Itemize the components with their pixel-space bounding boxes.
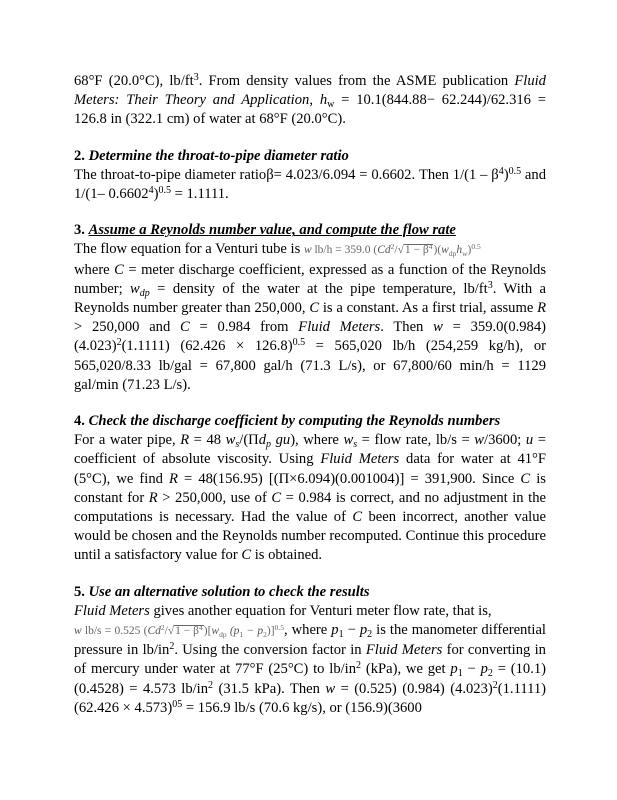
variable: C xyxy=(114,261,124,278)
superscript: 4 xyxy=(498,165,504,177)
text: = 359.0(0.984)(4.023) xyxy=(74,319,547,355)
text: = 156.9 lb/s (70.6 kg/s), or (156.9)(3600 xyxy=(182,699,422,716)
text: . Then xyxy=(380,319,434,336)
subscript: 1 xyxy=(338,629,344,641)
text: . From density values from the ASME publication xyxy=(198,73,515,89)
venturi-flow-equation: w lb/h = 359.0 $(Cd^2/√1 - \beta^4)(w_{dp}h_w)^{0.5}$ xyxy=(303,242,481,259)
publication-title: Fluid Meters xyxy=(320,451,400,468)
text: − xyxy=(462,661,481,678)
text: is constant for xyxy=(74,470,546,506)
text: for converting in of mercury under water at 77°F (25°C) to lb/in xyxy=(74,642,546,678)
variable: C xyxy=(241,547,252,564)
variable: Cd xyxy=(147,625,161,638)
text: = 48(156.95) [(Π×6.094)(0.001004)] = 391,900. Since xyxy=(177,470,521,487)
variable: w xyxy=(343,432,354,449)
publication-title: Fluid Meters xyxy=(298,319,381,336)
subscript: 2 xyxy=(487,668,493,680)
superscript: 2 xyxy=(116,337,122,349)
variable: d xyxy=(258,432,267,449)
intro-paragraph xyxy=(74,72,546,130)
superscript: 4 xyxy=(428,242,433,252)
variable: w xyxy=(433,319,443,336)
variable: u xyxy=(525,432,534,449)
superscript: 05 xyxy=(172,698,183,710)
text: been incorrect, another value would be chosen and the Reynolds number recomputed. Continue this procedure until a satisfactory value for xyxy=(74,509,547,564)
text: , xyxy=(309,92,320,109)
subscript: w xyxy=(462,249,468,259)
text: > 250,000 and xyxy=(74,319,181,336)
text: )[ xyxy=(203,625,212,638)
variable: w xyxy=(474,432,485,449)
text: = 48 xyxy=(189,432,226,449)
step-4-heading xyxy=(74,412,546,431)
step-5-paragraph xyxy=(74,602,546,718)
subscript: dp xyxy=(448,249,457,259)
text: (31.5 kPa). Then xyxy=(213,680,326,697)
superscript: 3 xyxy=(193,72,199,83)
text: ) xyxy=(153,186,159,203)
variable: R xyxy=(148,489,158,506)
superscript: 0.5 xyxy=(508,165,522,177)
text: = flow rate, lb/s = xyxy=(357,432,475,449)
radical xyxy=(404,244,434,256)
text: /3600; xyxy=(484,432,526,449)
text: 1 − β xyxy=(175,625,199,638)
step-2-heading xyxy=(74,147,546,166)
variable: p xyxy=(331,622,339,639)
text: = coefficient of absolute viscosity. Using xyxy=(74,432,546,468)
superscript: 2 xyxy=(492,679,498,691)
text: The throat-to-pipe diameter ratioβ= 4.023/6.094 = 0.6602. Then 1/(1 – β xyxy=(74,166,499,183)
step-4-paragraph xyxy=(74,431,546,565)
subscript: s xyxy=(235,439,240,451)
text: is a constant. As a first trial, assume xyxy=(319,300,538,317)
text: = 0.984 is correct, and no adjustment in the computations is necessary. Had the value of xyxy=(74,489,546,526)
variable: C xyxy=(271,489,282,506)
variable: w xyxy=(325,680,336,697)
variable: w xyxy=(130,280,140,297)
variable: w xyxy=(441,244,449,257)
text: , where xyxy=(283,622,332,639)
variable: C xyxy=(309,300,320,317)
text: = (0.525) (0.984) (4.023) xyxy=(335,680,493,697)
step-number: 3. xyxy=(74,222,89,239)
variable: C xyxy=(520,470,531,487)
variable: gu xyxy=(271,432,291,449)
superscript: 4 xyxy=(198,623,203,633)
variable: C xyxy=(180,319,190,336)
text: (1.1111) (62.426 × 126.8) xyxy=(121,338,293,355)
text: ) xyxy=(503,166,509,183)
step-number: 5. xyxy=(74,583,89,600)
step-3-paragraph xyxy=(74,240,546,395)
text: 1 − β xyxy=(404,244,429,257)
subscript: s xyxy=(353,439,358,451)
superscript: 2 xyxy=(208,679,214,691)
superscript: 2 xyxy=(390,242,395,252)
variable: w xyxy=(74,625,82,638)
variable: w xyxy=(211,625,220,638)
step-title: Determine the throat-to-pipe diameter ratio xyxy=(88,147,349,164)
superscript: 0.5 xyxy=(471,242,481,252)
subscript: 1 xyxy=(457,668,463,680)
text: (1.1111)(62.426 × 4.573) xyxy=(74,680,546,716)
text: > 250,000, use of xyxy=(157,489,272,506)
text: / xyxy=(394,244,398,257)
text: lb/s = 0.525 ( xyxy=(81,625,148,638)
step-title: Assume a Reynolds number value, and compute the flow rate xyxy=(88,222,456,239)
text: lb/h = 359.0 ( xyxy=(314,244,378,257)
text: For a water pipe, xyxy=(74,432,181,449)
variable: Cd xyxy=(377,244,391,257)
step-3-heading xyxy=(74,221,546,240)
text: is the manometer differential pressure in lb/in xyxy=(74,622,546,659)
text: gives another equation for Venturi meter flow rate, that is, xyxy=(149,602,492,619)
publication-title: Fluid Meters xyxy=(365,642,443,659)
variable: R xyxy=(537,300,546,317)
text: ) xyxy=(467,244,472,257)
text: (kPa), we get xyxy=(361,661,451,678)
step-number: 2. xyxy=(74,147,89,164)
variable: h xyxy=(319,92,328,109)
variable: C xyxy=(352,509,363,526)
text: )( xyxy=(433,244,442,257)
variable: R xyxy=(169,470,178,487)
variable: p xyxy=(450,661,458,678)
text: )] xyxy=(266,625,275,638)
text: − xyxy=(343,622,360,639)
subscript: dp xyxy=(219,630,227,640)
subscript: p xyxy=(266,439,272,451)
variable: − p xyxy=(243,625,264,638)
step-2-paragraph xyxy=(74,166,546,204)
text: = 10.1(844.88− 62.244)/62.316 = 126.8 in (322.1 cm) of water at 68°F (20.0°C). xyxy=(74,92,547,128)
text: data for water at 41°F (5°C), we find xyxy=(74,451,546,487)
text: is obtained. xyxy=(251,547,323,564)
text: . Using the conversion factor in xyxy=(174,642,366,659)
subscript: 1 xyxy=(239,630,244,640)
publication-title: Fluid Meters: Their Theory and Application xyxy=(74,73,546,109)
text: = 0.984 from xyxy=(189,319,299,336)
superscript: 2 xyxy=(356,660,362,672)
text: = density of the water at the pipe temperature, lb/ft xyxy=(149,280,488,297)
subscript: 2 xyxy=(263,630,267,640)
text: The flow equation for a Venturi tube is xyxy=(74,241,304,258)
text: ), where xyxy=(290,432,344,449)
radical xyxy=(174,625,204,637)
variable: (p xyxy=(226,625,240,638)
step-title: Use an alternative solution to check the results xyxy=(88,583,370,600)
text: = (10.1)(0.4528) = 4.573 lb/in xyxy=(74,661,546,697)
text: and 1/(1– 0.6602 xyxy=(74,166,546,203)
alternative-flow-equation: w lb/s = 0.525 $(Cd^2/√1 - \beta^4)[w_{dp}$ $(p_1 - p_2)]^{0.5}$ xyxy=(74,623,284,640)
superscript: 0.5 xyxy=(274,623,284,633)
text: / xyxy=(164,625,168,638)
variable: p xyxy=(480,661,488,678)
subscript: w xyxy=(327,99,335,111)
step-5-heading xyxy=(74,583,546,602)
text: = meter discharge coefficient, expressed as a function of the Reynolds number; xyxy=(74,261,546,297)
subscript: 2 xyxy=(367,629,373,641)
text: = 565,020 lb/h (254,259 kg/h), or 565,020/8.33 lb/gal = 67,800 gal/h (71.3 L/s), or 67,800/60 min/h = 1129 gal/min (71.23 L/s). xyxy=(74,338,547,393)
superscript: 0.5 xyxy=(158,185,171,197)
superscript: 4 xyxy=(148,185,154,197)
superscript: 2 xyxy=(169,641,175,653)
superscript: 3 xyxy=(487,279,493,291)
variable: p xyxy=(359,622,368,639)
text: = 1.1111. xyxy=(170,186,229,203)
step-title: Check the discharge coefficient by computing the Reynolds numbers xyxy=(88,413,501,430)
publication-title: Fluid Meters xyxy=(74,602,150,619)
document-page xyxy=(74,72,546,718)
variable: w xyxy=(303,244,312,257)
superscript: 2 xyxy=(160,623,165,633)
variable: w xyxy=(225,432,236,449)
text: 68°F (20.0°C), lb/ft xyxy=(74,73,194,89)
text: . With a Reynolds number greater than 250,000, xyxy=(74,280,546,317)
variable: h xyxy=(456,244,463,257)
superscript: 0.5 xyxy=(292,337,306,349)
text: where xyxy=(74,261,115,278)
text: /(Π xyxy=(239,432,259,449)
subscript: dp xyxy=(139,287,150,299)
step-number: 4. xyxy=(74,413,89,430)
variable: R xyxy=(180,432,190,449)
